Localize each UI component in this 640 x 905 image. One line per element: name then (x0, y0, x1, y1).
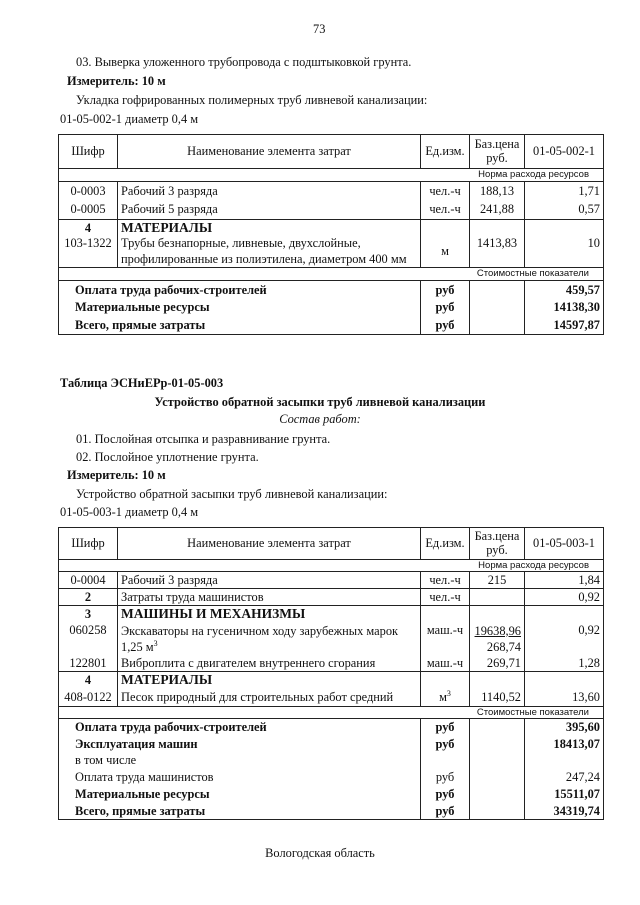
table-title: Таблица ЭСНиЕРр-01-05-003 (60, 376, 224, 390)
category-row: 4 МАТЕРИАЛЫ (59, 672, 604, 689)
composition-label: Состав работ: (279, 412, 361, 426)
table-row: 408-0122 Песок природный для строительных работ средний $м^3$ 1140,52 13,60 (59, 689, 604, 707)
table-row: 122801 Виброплита с двигателем внутреннего сгорания маш.-ч 269,71 1,28 (59, 655, 604, 672)
total-row: Всего, прямые затраты руб 14597,87 (59, 317, 604, 335)
measure-label: Измеритель: 10 м (67, 468, 166, 482)
category-row: 4 МАТЕРИАЛЫ (59, 220, 604, 237)
work-step: 01. Послойная отсыпка и разравнивание грунта. (76, 432, 331, 446)
code-line: 01-05-002-1 диаметр 0,4 м (60, 112, 199, 126)
section-heading: Устройство обратной засыпки труб ливневой канализации (154, 395, 486, 409)
cost-label: Стоимостные показатели (59, 707, 604, 719)
header-column-code: 01-05-002-1 (525, 135, 604, 169)
total-row: Оплата труда машинистов руб 247,24 (59, 769, 604, 786)
table-row: 2 Затраты труда машинистов чел.-ч 0,92 (59, 589, 604, 606)
work-step: 02. Послойное уплотнение грунта. (76, 450, 259, 464)
header-column-code: 01-05-003-1 (525, 528, 604, 560)
work-description: Устройство обратной засыпки труб ливневой канализации: (76, 487, 388, 501)
total-row: Эксплуатация машин руб 18413,07 (59, 736, 604, 753)
page-number: 73 (313, 22, 326, 36)
category-row: 3 МАШИНЫ И МЕХАНИЗМЫ (59, 606, 604, 623)
header-code: Шифр (59, 135, 118, 169)
header-code: Шифр (59, 528, 118, 560)
code-line: 01-05-003-1 диаметр 0,4 м (60, 505, 199, 519)
table-row: 0-0005 Рабочий 5 разряда чел.-ч 241,88 0,57 (59, 201, 604, 220)
header-name: Наименование элемента затрат (118, 135, 421, 169)
header-unit: Ед.изм. (421, 135, 470, 169)
norm-label: Норма расхода ресурсов (59, 560, 604, 572)
table-row: 060258 Экскаваторы на гусеничном ходу зарубежных марок 1,25 $м^3$ маш.-ч 19638,96 268,74 0,92 (59, 623, 604, 655)
total-row: в том числе (59, 753, 604, 769)
header-unit: Ед.изм. (421, 528, 470, 560)
work-item: 03. Выверка уложенного трубопровода с подштыковкой грунта. (76, 55, 412, 69)
cost-table-1 (58, 134, 604, 335)
table-row: 0-0004 Рабочий 3 разряда чел.-ч 215 1,84 (59, 572, 604, 589)
table-row: 0-0003 Рабочий 3 разряда чел.-ч 188,13 1,71 (59, 182, 604, 201)
header-price: Баз.цена руб. (470, 528, 525, 560)
header-name: Наименование элемента затрат (118, 528, 421, 560)
total-row: Материальные ресурсы руб 14138,30 (59, 299, 604, 317)
table-row: 103-1322 Трубы безнапорные, ливневые, двухслойные, профилированные из полиэтилена, диаметром 400 мм м 1413,83 10 (59, 236, 604, 268)
measure-label: Измеритель: 10 м (67, 74, 166, 88)
cost-label: Стоимостные показатели (59, 268, 604, 281)
total-row: Оплата труда рабочих-строителей руб 459,57 (59, 281, 604, 299)
footer-region: Вологодская область (265, 846, 375, 860)
total-row: Материальные ресурсы руб 15511,07 (59, 786, 604, 803)
cost-table-2 (58, 527, 604, 820)
work-description: Укладка гофрированных полимерных труб ливневой канализации: (76, 93, 428, 107)
norm-label: Норма расхода ресурсов (59, 169, 604, 182)
total-row: Всего, прямые затраты руб 34319,74 (59, 803, 604, 820)
total-row: Оплата труда рабочих-строителей руб 395,60 (59, 719, 604, 736)
header-price: Баз.цена руб. (470, 135, 525, 169)
